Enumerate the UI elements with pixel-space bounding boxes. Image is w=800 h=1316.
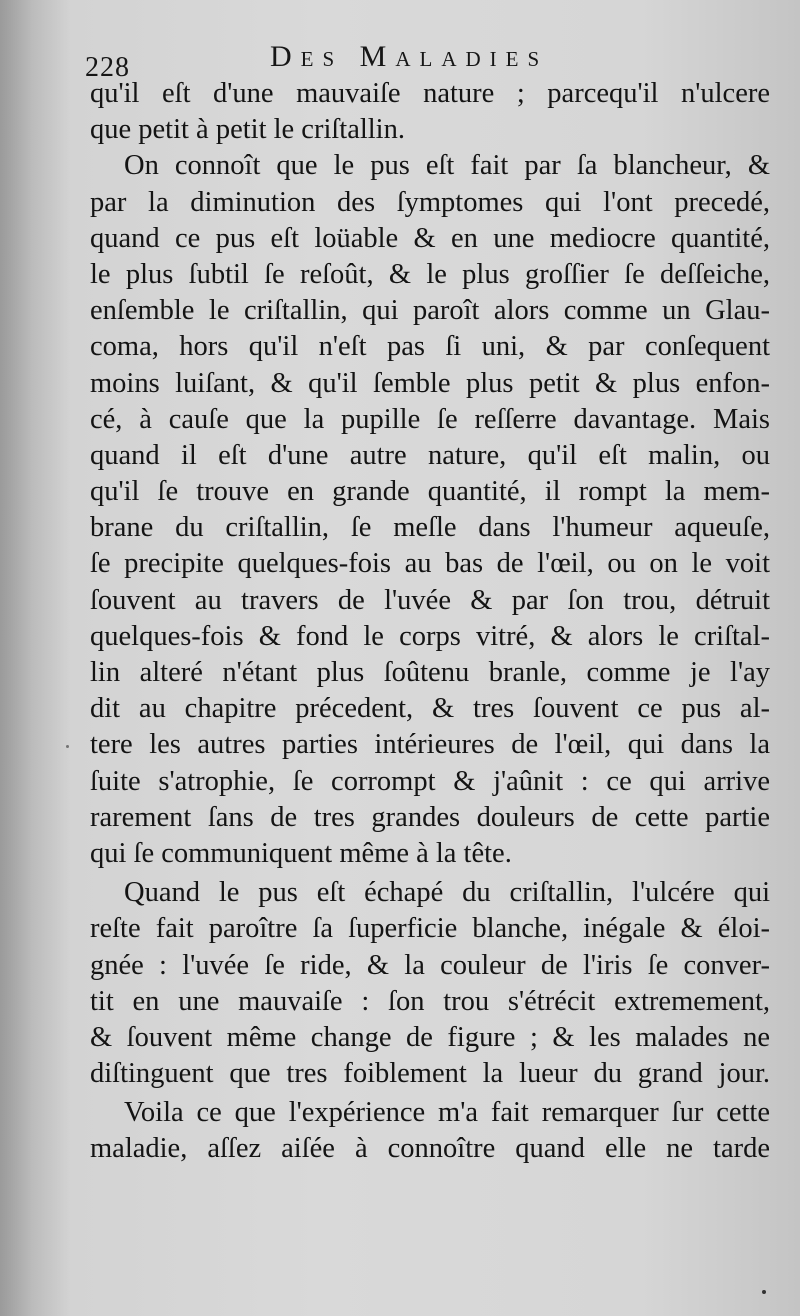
text-line: quand ce pus eſt loüable & en une mediocre quantité, — [90, 222, 770, 254]
page-header — [85, 40, 785, 83]
text-line: dit au chapitre précedent, & tres ſouvent ce pus al- — [90, 693, 770, 725]
page-gutter-shadow — [0, 0, 70, 1316]
text-line: lin alteré n'étant plus ſoûtenu branle, comme je l'ay — [90, 657, 770, 688]
paper-speck — [66, 745, 69, 748]
text-line: coma, hors qu'il n'eſt pas ſi uni, & par conſequent — [90, 331, 770, 363]
body-text — [90, 76, 770, 1168]
text-line: ſe precipite quelques-fois au bas de l'œil, ou on le voit — [90, 548, 770, 580]
text-line: par la diminution des ſymptomes qui l'ont precedé, — [90, 186, 770, 218]
page-number: 228 — [85, 52, 130, 83]
text-line: tit en une mauvaiſe : ſon trou s'étrécit extremement, — [90, 985, 770, 1017]
text-line: qu'il eſt d'une mauvaiſe nature ; parcequ'il n'ulcere — [90, 78, 770, 109]
text-line: ſuite s'atrophie, ſe corrompt & j'aûnit : ce qui arrive — [90, 765, 770, 797]
text-line: diſtinguent que tres foiblement la lueur du grand jour. — [90, 1058, 770, 1090]
text-line: quelques-fois & fond le corps vitré, & alors le criſtal- — [90, 620, 770, 652]
text-line: brane du criſtallin, ſe meſle dans l'humeur aqueuſe, — [90, 512, 770, 544]
text-line: enſemble le criſtallin, qui paroît alors comme un Glau- — [90, 295, 770, 327]
text-line: maladie, aſſez aiſée à connoître quand elle ne tarde — [90, 1133, 770, 1165]
text-line: On connoît que le pus eſt fait par ſa blancheur, & — [124, 150, 770, 182]
text-line: gnée : l'uvée ſe ride, & la couleur de l'iris ſe conver- — [90, 949, 770, 981]
text-line: moins luiſant, & qu'il ſemble plus petit & plus enfon- — [90, 367, 770, 399]
text-line: tere les autres parties intérieures de l'œil, qui dans la — [90, 729, 770, 761]
text-line: quand il eſt d'une autre nature, qu'il eſt malin, ou — [90, 439, 770, 471]
text-line: & ſouvent même change de figure ; & les malades ne — [90, 1021, 770, 1053]
text-line: le plus ſubtil ſe reſoût, & le plus groſſier ſe deſſeiche, — [90, 258, 770, 290]
text-line: qui ſe communiquent même à la tête. — [90, 837, 512, 869]
text-line: qu'il ſe trouve en grande quantité, il rompt la mem- — [90, 476, 770, 508]
text-line: rarement ſans de tres grandes douleurs de cette partie — [90, 801, 770, 833]
text-line: Quand le pus eſt échapé du criſtallin, l'ulcére qui — [124, 877, 770, 909]
paper-speck — [762, 1290, 766, 1294]
running-head: Des Maladies — [270, 40, 549, 73]
text-line: reſte fait paroître ſa ſuperficie blanche, inégale & éloi- — [90, 913, 770, 945]
text-line: cé, à cauſe que la pupille ſe reſſerre davantage. Mais — [90, 403, 770, 435]
text-line: ſouvent au travers de l'uvée & par ſon trou, détruit — [90, 584, 770, 616]
text-line: que petit à petit le criſtallin. — [90, 114, 405, 146]
text-line: Voila ce que l'expérience m'a fait remarquer ſur cette — [124, 1097, 770, 1129]
